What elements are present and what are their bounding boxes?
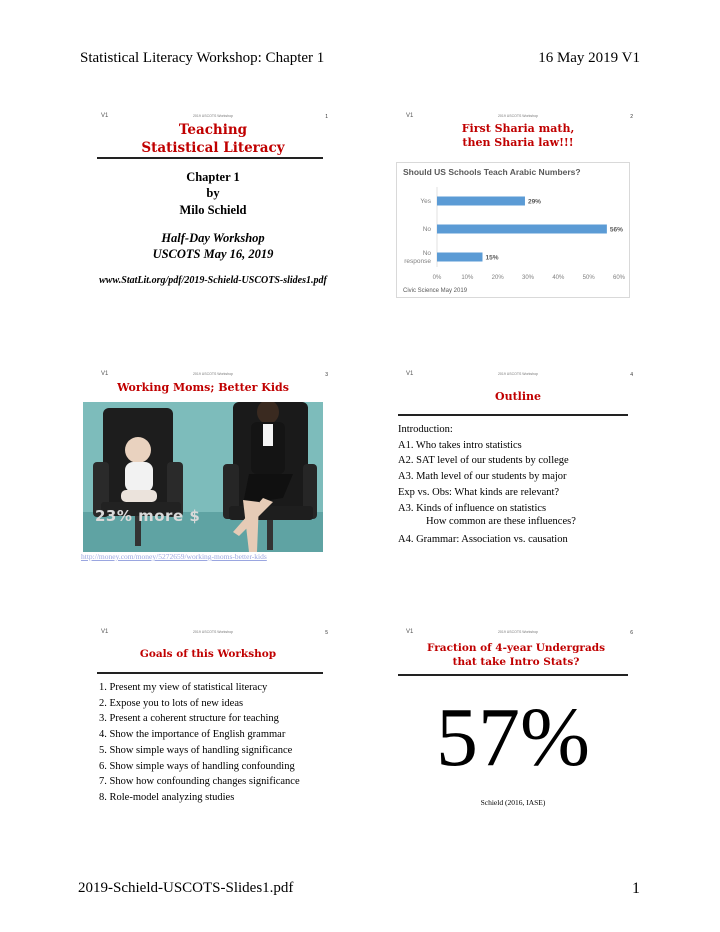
tick-label: 50% — [582, 275, 595, 281]
value-label: 15% — [485, 254, 499, 262]
category-label: Yes — [420, 198, 431, 205]
page-footer-filename: 2019-Schield-USCOTS-Slides1.pdf — [78, 880, 294, 896]
list-item: 1. Present my view of statistical literacy — [99, 682, 268, 693]
slide-1 — [93, 112, 333, 302]
tick-label: 10% — [461, 275, 474, 281]
page-footer-number: 1 — [632, 880, 640, 897]
citation: Schield (2016, IASE) — [480, 798, 546, 807]
list-item: 7. Show how confounding changes significance — [99, 776, 300, 788]
list-item: 2. Expose you to lots of new ideas — [99, 697, 244, 709]
tick-label: 60% — [612, 275, 626, 281]
category-label: No — [422, 226, 431, 233]
title-line-1: Fraction of 4-year Undergrads — [426, 642, 606, 654]
title-rule — [97, 672, 323, 674]
slide-version: V1 — [101, 371, 109, 377]
outline-list — [398, 422, 576, 548]
chart-source: Civic Science May 2019 — [403, 288, 468, 294]
bar — [437, 197, 525, 206]
slide-version: V1 — [406, 371, 414, 377]
slide-title: Goals of this Workshop — [139, 648, 277, 660]
event-line-1: Half-Day Workshop — [161, 231, 265, 245]
value-label: 56% — [609, 226, 623, 234]
list-item: How common are these influences? — [426, 516, 576, 528]
slide-tag: 2019 USCOTS Workshop — [192, 372, 233, 376]
slide-6 — [398, 628, 638, 818]
slide-title — [394, 641, 638, 669]
slide-version: V1 — [101, 629, 109, 635]
slide-title: Working Moms; Better Kids — [117, 381, 289, 394]
chart-panel — [396, 162, 630, 298]
tick-label: 30% — [521, 275, 535, 281]
list-item: A3. Kinds of influence on statistics — [398, 502, 547, 514]
value-label: 29% — [527, 198, 541, 206]
slide-version: V1 — [101, 113, 109, 119]
list-item: 5. Show simple ways of handling significance — [99, 744, 293, 756]
list-item: 3. Present a coherent structure for teaching — [99, 713, 279, 725]
slide-number: 4 — [630, 372, 633, 378]
slide-version: V1 — [406, 629, 414, 635]
slide-title — [398, 122, 638, 151]
photo-overlay-text: 23% more $ — [95, 507, 201, 525]
page-header-date: 16 May 2019 V1 — [538, 50, 640, 66]
list-item: 4. Show the importance of English grammar — [99, 729, 286, 741]
tick-label: 20% — [491, 275, 504, 281]
slide-number: 3 — [325, 372, 328, 378]
tick-label: 0% — [432, 275, 442, 281]
bar-chart — [397, 163, 629, 297]
slide-2 — [398, 112, 638, 302]
slide-tag: 2019 USCOTS Workshop — [192, 630, 233, 634]
slide-5 — [93, 628, 333, 818]
author-name: Milo Schield — [179, 202, 247, 217]
list-item: A1. Who takes intro statistics — [398, 439, 522, 451]
list-item: A2. SAT level of our students by college — [398, 455, 569, 467]
title-rule — [398, 414, 628, 416]
list-item: A3. Math level of our students by major — [398, 471, 567, 483]
slide-tag: 2019 USCOTS Workshop — [192, 114, 233, 118]
tick-label: 40% — [552, 275, 565, 281]
photo — [83, 402, 323, 552]
slide-number: 2 — [630, 114, 633, 120]
slide-4 — [398, 370, 638, 560]
bar — [437, 253, 483, 262]
by-label: by — [206, 186, 220, 201]
slide-number: 1 — [325, 114, 328, 120]
list-item: 6. Show simple ways of handling confounding — [99, 760, 295, 772]
title-line-2: then Sharia law!!! — [462, 136, 574, 150]
title-line-2: that take Intro Stats? — [452, 656, 580, 669]
slide-tag: 2019 USCOTS Workshop — [497, 114, 538, 118]
chapter-label: Chapter 1 — [186, 170, 240, 184]
category-label: No response — [404, 250, 431, 265]
title-line-2: Statistical Literacy — [141, 139, 285, 156]
list-item: Introduction: — [398, 424, 453, 435]
title-line-1: First Sharia math, — [461, 122, 575, 135]
slide-number: 5 — [325, 630, 328, 636]
slide-number: 6 — [630, 630, 633, 636]
title-rule — [398, 674, 628, 676]
event-line-2: USCOTS May 16, 2019 — [152, 247, 274, 262]
source-link[interactable]: http://money.com/money/5272659/working-moms-better-kids — [81, 552, 267, 561]
title-line-1: Teaching — [178, 122, 248, 138]
title-rule — [97, 157, 323, 159]
slide-version: V1 — [406, 113, 414, 119]
goals-list — [99, 680, 300, 806]
page-header-title: Statistical Literacy Workshop: Chapter 1 — [80, 50, 325, 66]
slide-title — [93, 122, 333, 157]
bar — [437, 225, 607, 234]
list-item: 8. Role-model analyzing studies — [99, 791, 235, 803]
big-number: 57% — [436, 691, 590, 784]
list-item: A4. Grammar: Association vs. causation — [398, 534, 568, 546]
slide-tag: 2019 USCOTS Workshop — [497, 630, 538, 634]
slide-3 — [81, 370, 333, 561]
list-item: Exp vs. Obs: What kinds are relevant? — [398, 486, 560, 498]
chart-title: Should US Schools Teach Arabic Numbers? — [403, 167, 581, 177]
slide-tag: 2019 USCOTS Workshop — [497, 372, 538, 376]
slide-url: www.StatLit.org/pdf/2019-Schield-USCOTS-slides1.pdf — [99, 275, 327, 286]
slide-title: Outline — [494, 390, 541, 403]
